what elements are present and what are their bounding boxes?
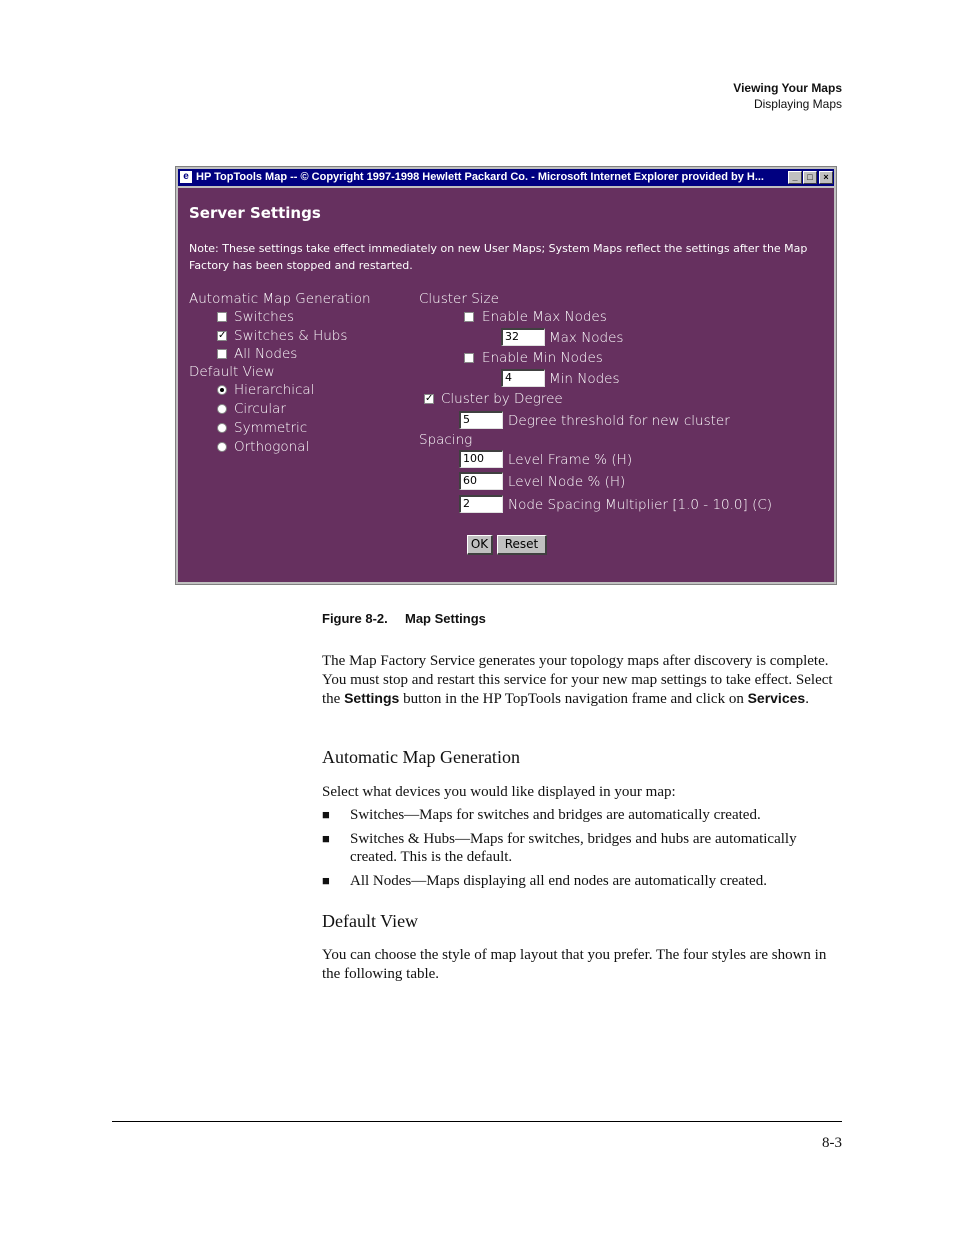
degree-threshold-label: Degree threshold for new cluster xyxy=(508,413,730,429)
services-term: Services xyxy=(747,690,806,706)
window-title: HP TopTools Map -- © Copyright 1997-1998 Hewlett Packard Co. - Microsoft Internet Explorer provided by H... xyxy=(196,171,764,183)
max-nodes-input[interactable]: 32 xyxy=(501,328,545,346)
running-header-chapter: Viewing Your Maps xyxy=(733,81,842,95)
orthogonal-label: Orthogonal xyxy=(234,439,310,455)
figure-number: Figure 8-2. xyxy=(322,611,388,626)
default-view-label: Default View xyxy=(189,364,275,380)
max-nodes-label: Max Nodes xyxy=(549,330,624,346)
bullet-marker: ■ xyxy=(322,807,330,822)
settings-term: Settings xyxy=(344,690,400,706)
bullet-marker: ■ xyxy=(322,831,330,846)
ok-button[interactable]: OK xyxy=(467,535,493,555)
enable-max-nodes-checkbox[interactable] xyxy=(464,312,474,322)
figure-title: Map Settings xyxy=(405,611,486,626)
minimize-button[interactable]: _ xyxy=(788,171,802,184)
settings-note: Note: These settings take effect immediately on new User Maps; System Maps reflect the settings after the Map Factory has been stopped and restarted. xyxy=(189,242,808,272)
cluster-by-degree-checkbox[interactable]: ✓ xyxy=(425,393,434,404)
footer-rule xyxy=(112,1121,842,1122)
figure-caption xyxy=(322,611,486,626)
browser-window xyxy=(175,166,837,585)
default-view-paragraph: You can choose the style of map layout that you prefer. The four styles are shown in the following table. xyxy=(322,947,827,982)
circular-radio[interactable] xyxy=(217,404,227,414)
node-spacing-input[interactable]: 2 xyxy=(459,495,503,513)
auto-gen-label: Automatic Map Generation xyxy=(189,291,371,307)
switches-hubs-checkbox[interactable]: ✓ xyxy=(218,330,227,341)
switches-hubs-label: Switches & Hubs xyxy=(234,328,348,344)
section-heading-auto-gen: Automatic Map Generation xyxy=(322,747,520,767)
enable-min-nodes-checkbox[interactable] xyxy=(464,353,474,363)
min-nodes-input[interactable]: 4 xyxy=(501,369,545,387)
degree-threshold-input[interactable]: 5 xyxy=(459,411,503,429)
section-lead: Select what devices you would like displayed in your map: xyxy=(322,784,676,800)
all-nodes-checkbox[interactable] xyxy=(217,349,227,359)
all-nodes-label: All Nodes xyxy=(234,346,298,362)
level-frame-label: Level Frame % (H) xyxy=(508,452,633,468)
reset-button[interactable]: Reset xyxy=(497,535,547,555)
ie-icon: e xyxy=(180,171,192,183)
node-spacing-label: Node Spacing Multiplier [1.0 - 10.0] (C) xyxy=(508,497,773,513)
orthogonal-radio[interactable] xyxy=(217,442,227,452)
intro-text-3: . xyxy=(805,691,809,707)
switches-label: Switches xyxy=(234,309,294,325)
symmetric-radio[interactable] xyxy=(217,423,227,433)
close-button[interactable]: × xyxy=(819,171,833,184)
intro-text-2: button in the HP TopTools navigation frame and click on xyxy=(399,691,748,707)
intro-paragraph xyxy=(322,652,842,709)
page-title: Server Settings xyxy=(189,204,321,222)
bullet-marker: ■ xyxy=(322,873,330,888)
maximize-button[interactable]: □ xyxy=(803,171,817,184)
min-nodes-label: Min Nodes xyxy=(549,371,620,387)
switches-checkbox[interactable] xyxy=(217,312,227,322)
running-header-section: Displaying Maps xyxy=(753,97,842,111)
hierarchical-label: Hierarchical xyxy=(234,382,315,398)
hierarchical-radio[interactable] xyxy=(217,385,227,395)
list-item: Switches—Maps for switches and bridges are automatically created. xyxy=(350,807,761,823)
enable-min-nodes-label: Enable Min Nodes xyxy=(482,350,603,366)
list-item: Switches & Hubs—Maps for switches, bridges and hubs are automatically created. This is the default. xyxy=(350,831,797,865)
level-frame-input[interactable]: 100 xyxy=(459,450,503,468)
circular-label: Circular xyxy=(234,401,286,417)
cluster-size-label: Cluster Size xyxy=(419,291,499,307)
section-heading-default-view: Default View xyxy=(322,911,419,931)
window-titlebar xyxy=(178,169,834,186)
level-node-input[interactable]: 60 xyxy=(459,472,503,490)
cluster-by-degree-label: Cluster by Degree xyxy=(441,391,563,407)
symmetric-label: Symmetric xyxy=(234,420,308,436)
level-node-label: Level Node % (H) xyxy=(508,474,626,490)
page-number: 8-3 xyxy=(822,1135,842,1151)
intro-text-1: The Map Factory Service generates your topology maps after discovery is complete. You must stop and restart this service for your new map settings to take effect. Select the xyxy=(322,653,833,707)
spacing-label: Spacing xyxy=(419,432,473,448)
enable-max-nodes-label: Enable Max Nodes xyxy=(482,309,607,325)
server-settings-panel xyxy=(178,188,834,582)
list-item: All Nodes—Maps displaying all end nodes are automatically created. xyxy=(350,873,767,889)
